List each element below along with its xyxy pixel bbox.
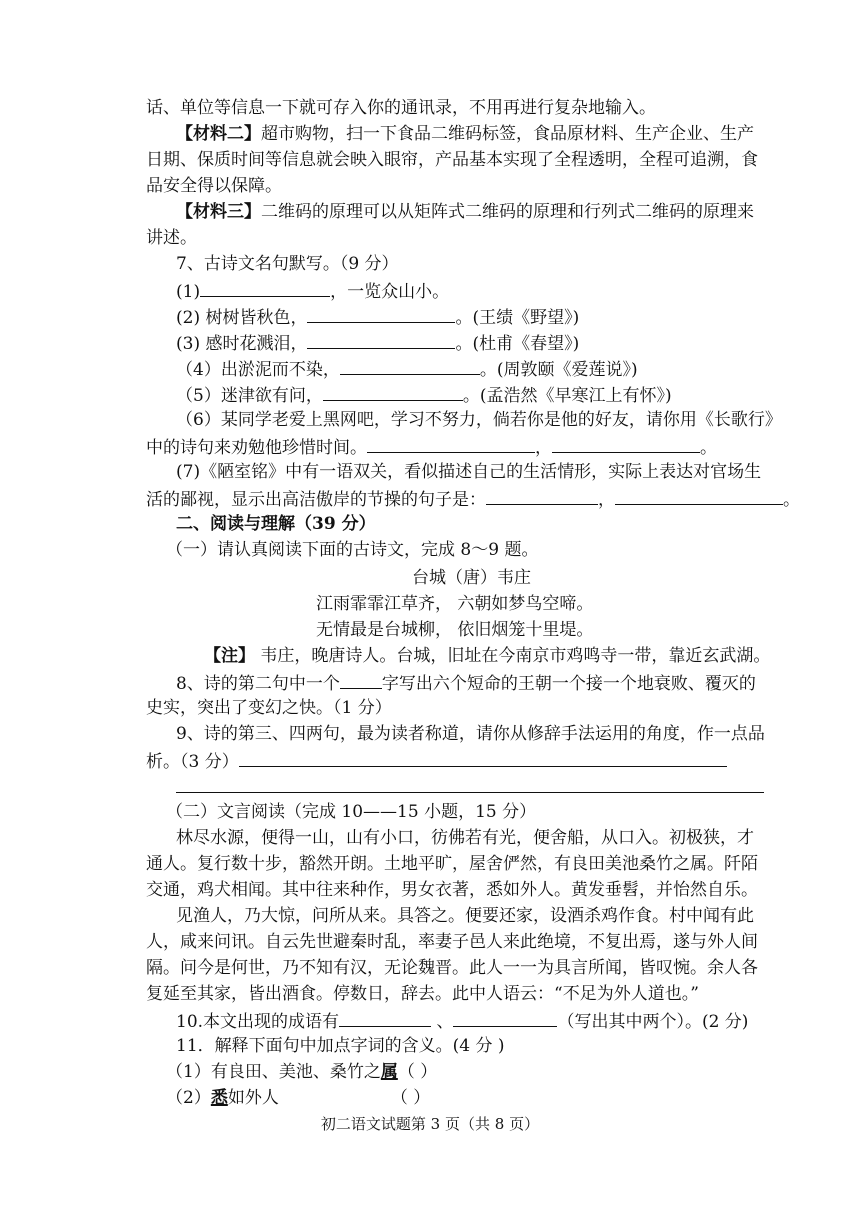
material-tag: 【材料二】 [176, 124, 261, 144]
q7-item-3: (3) 感时花溅泪， 。(杜甫《春望》) [176, 330, 579, 356]
q7-item-7: (7)《陋室铭》中有一语双关，看似描述自己的生活情形，实际上表达对官场生 [176, 462, 762, 482]
passage-line: 见渔人，乃大惊，问所从来。具答之。便要还家，设酒杀鸡作食。村中闻有此 [176, 906, 754, 926]
q7-item-7-line: 活的鄙视，显示出高洁傲岸的节操的句子是： ， 。 [146, 486, 800, 512]
passage-line: 交通，鸡犬相闻。其中往来种作，男女衣著，悉如外人。黄发垂髫，并怡然自乐。 [146, 880, 758, 900]
question-8: 8、诗的第二句中一个 字写出六个短命的王朝一个接一个地衰败、覆灭的 [176, 670, 756, 696]
material-tag: 【材料三】 [176, 202, 261, 222]
answer-blank[interactable] [239, 748, 727, 767]
passage-line: 通人。复行数十步，豁然开朗。土地平旷，屋舍俨然，有良田美池桑竹之属。阡陌 [146, 854, 758, 874]
passage-line: 复延至其家，皆出酒食。停数日，辞去。此中人语云：“不足为外人道也。” [146, 984, 699, 1004]
answer-blank[interactable] [340, 356, 480, 375]
dotted-word: 属 [380, 1062, 398, 1082]
text-line: 话、单位等信息一下就可存入你的通讯录，不用再进行复杂地输入。 [146, 98, 656, 118]
question-7: 7、古诗文名句默写。（9 分） [176, 254, 399, 274]
q7-item-6: （6）某同学老爱上黑网吧，学习不努力，倘若你是他的好友，请你用《长歌行》 [176, 410, 782, 430]
answer-blank[interactable] [340, 670, 382, 689]
part-heading: （二）文言阅读（完成 10——15 小题，15 分） [166, 802, 537, 822]
answer-line[interactable] [176, 792, 764, 793]
page-footer: 初二语文试题第 3 页（共 8 页） [320, 1115, 540, 1133]
text-line: 日期、保质时间等信息就会映入眼帘，产品基本实现了全程透明，全程可追溯，食 [146, 150, 758, 170]
question-11: 11．解释下面句中加点字词的含义。(4 分 ) [176, 1036, 505, 1056]
answer-blank[interactable] [453, 1008, 557, 1027]
passage-line: 林尽水源，便得一山，山有小口，彷佛若有光，便舍船，从口入。初极狭，才 [176, 828, 754, 848]
q7-item-4: （4）出淤泥而不染， 。(周敦颐《爱莲说》) [176, 356, 638, 382]
answer-blank[interactable] [323, 382, 463, 401]
poem-title: 台城（唐）韦庄 [412, 568, 531, 588]
text-line: 史实，突出了变幻之快。（1 分） [146, 698, 392, 718]
q7-item-1: (1) ，一览众山小。 [176, 278, 449, 304]
q7-item-2: (2) 树树皆秋色， 。(王绩《野望》) [176, 304, 579, 330]
question-10: 10.本文出现的成语有 、 （写出其中两个）。(2 分) [176, 1008, 748, 1034]
answer-blank[interactable] [307, 304, 455, 323]
answer-blank[interactable] [486, 486, 598, 505]
part-heading: （一）请认真阅读下面的古诗文，完成 8～9 题。 [166, 540, 539, 560]
poem-line: 江雨霏霏江草齐， 六朝如梦鸟空啼。 [316, 594, 594, 614]
q11-item-1: （1）有良田、美池、桑竹之属（ ） [166, 1062, 438, 1082]
question-9: 9、诗的第三、四两句，最为读者称道，请你从修辞手法运用的角度，作一点品 [176, 724, 765, 744]
answer-blank[interactable] [307, 330, 455, 349]
answer-blank[interactable] [367, 434, 535, 453]
q7-item-5: （5）迷津欲有问， 。(孟浩然《早寒江上有怀》) [176, 382, 672, 408]
answer-blank[interactable] [200, 278, 330, 297]
q11-item-2: （2）悉如外人 （ ） [166, 1088, 431, 1108]
passage-line: 人，咸来问讯。自云先世避秦时乱，率妻子邑人来此绝境，不复出焉，遂与外人间 [146, 932, 758, 952]
answer-blank[interactable] [552, 434, 700, 453]
answer-blank[interactable] [339, 1008, 431, 1027]
q7-item-6-line: 中的诗句来劝勉他珍惜时间。 ， 。 [146, 434, 717, 460]
material-2: 【材料二】超市购物，扫一下食品二维码标签，食品原材料、生产企业、生产 [176, 124, 754, 144]
material-3: 【材料三】二维码的原理可以从矩阵式二维码的原理和行列式二维码的原理来 [176, 202, 754, 222]
text-line: 品安全得以保障。 [146, 176, 282, 196]
text-line: 讲述。 [146, 228, 197, 248]
poem-note: 【注】 韦庄，晚唐诗人。台城，旧址在今南京市鸡鸣寺一带，靠近玄武湖。 [204, 646, 771, 666]
poem-line: 无情最是台城柳， 依旧烟笼十里堤。 [316, 620, 594, 640]
question-9-line: 析。（3 分） [146, 748, 727, 774]
section-heading: 二、阅读与理解（39 分） [176, 514, 376, 534]
passage-line: 隔。问今是何世，乃不知有汉，无论魏晋。此人一一为具言所闻，皆叹惋。余人各 [146, 958, 758, 978]
dotted-word: 悉 [210, 1088, 228, 1108]
answer-blank[interactable] [615, 486, 783, 505]
